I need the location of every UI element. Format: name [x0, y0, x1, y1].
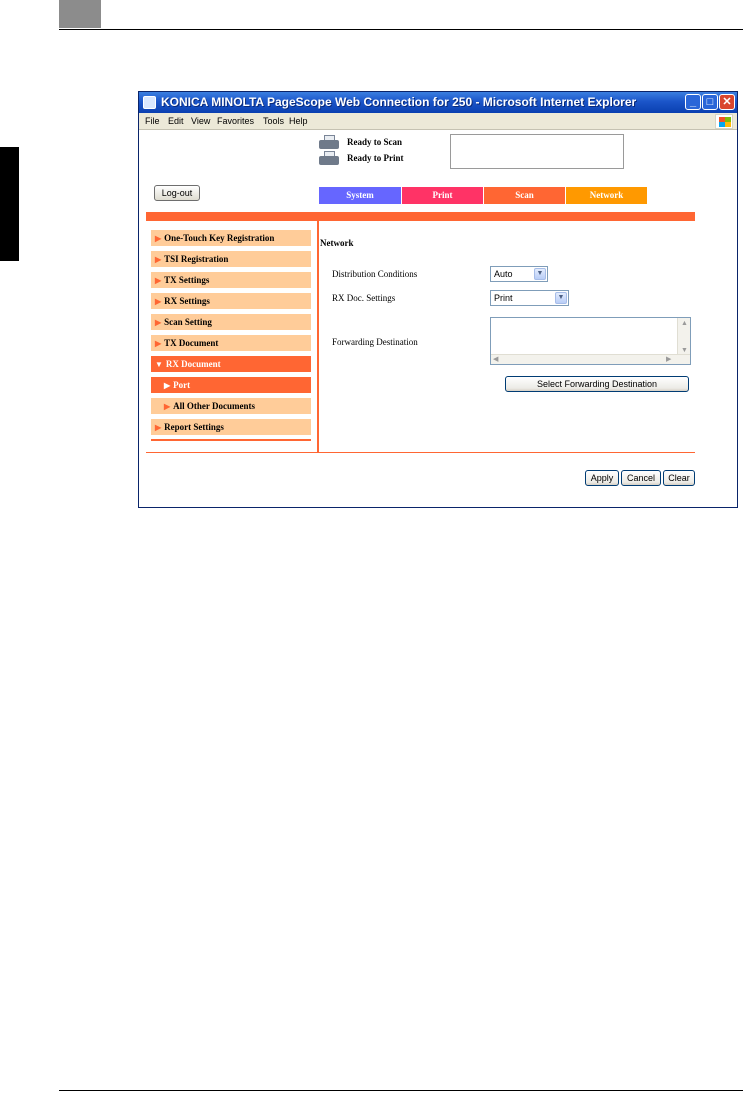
tab-network[interactable]: Network	[566, 187, 647, 204]
sidebar-subitem-all-other-documents[interactable]	[151, 398, 311, 414]
close-button[interactable]: ✕	[719, 94, 735, 110]
scanner-status-icon	[319, 135, 341, 150]
page-number-tab	[59, 0, 101, 28]
sidebar-bottom-rule	[151, 439, 311, 441]
footer-divider	[146, 452, 695, 453]
window-title: KONICA MINOLTA PageScope Web Connection for 250 - Microsoft Internet Explorer	[161, 95, 637, 109]
header-divider-bar	[146, 212, 695, 221]
distribution-conditions-value: Auto	[494, 269, 513, 279]
sidebar-item-rx-document[interactable]	[151, 356, 311, 372]
tab-scan[interactable]: Scan	[484, 187, 565, 204]
ie-icon	[143, 96, 156, 109]
nav-arrow-down-icon: ▼	[155, 360, 163, 369]
chapter-side-tab	[0, 147, 19, 261]
scroll-down-icon[interactable]: ▼	[681, 346, 688, 354]
clear-button[interactable]: Clear	[663, 470, 695, 486]
menu-help[interactable]: Help	[289, 116, 308, 126]
nav-arrow-icon: ▶	[155, 339, 162, 348]
sidebar-item-tsi-registration[interactable]	[151, 251, 311, 267]
message-display-box	[450, 134, 624, 169]
sidebar-item-label: Report Settings	[164, 422, 224, 432]
sidebar-item-tx-document[interactable]	[151, 335, 311, 351]
distribution-conditions-select[interactable]	[490, 266, 548, 282]
nav-arrow-icon: ▶	[155, 255, 162, 264]
scroll-up-icon[interactable]: ▲	[681, 319, 688, 327]
nav-arrow-icon: ▶	[155, 234, 162, 243]
scroll-left-icon[interactable]: ◀	[493, 355, 499, 363]
sidebar-item-scan-setting[interactable]	[151, 314, 311, 330]
menu-bar	[139, 113, 737, 130]
scroll-right-icon[interactable]: ▶	[666, 355, 672, 363]
page-footer-rule	[59, 1090, 743, 1091]
rx-doc-settings-label: RX Doc. Settings	[332, 293, 396, 303]
nav-arrow-icon: ▶	[155, 423, 162, 432]
sidebar-item-label: TSI Registration	[164, 254, 229, 264]
sidebar-item-label: Port	[173, 380, 191, 390]
tab-print[interactable]: Print	[402, 187, 483, 204]
sidebar-item-label: RX Document	[165, 359, 221, 369]
minimize-button[interactable]: _	[685, 94, 701, 110]
sidebar-item-label: One-Touch Key Registration	[164, 233, 275, 243]
rx-doc-settings-value: Print	[494, 293, 513, 303]
forwarding-destination-textarea[interactable]	[490, 317, 691, 365]
nav-arrow-icon: ▶	[155, 318, 162, 327]
page-header-rule	[59, 29, 743, 30]
section-title: Network	[320, 238, 354, 248]
vertical-scrollbar[interactable]	[677, 318, 690, 356]
sidebar-divider	[317, 221, 319, 453]
cancel-button[interactable]: Cancel	[621, 470, 661, 486]
scan-status: Ready to Scan	[347, 137, 403, 147]
sidebar-item-one-touch-key[interactable]	[151, 230, 311, 246]
chevron-down-icon: ▼	[555, 292, 567, 304]
sidebar-item-label: TX Settings	[164, 275, 210, 285]
select-forwarding-destination-button[interactable]: Select Forwarding Destination	[505, 376, 689, 392]
logout-button[interactable]: Log-out	[154, 185, 200, 201]
menu-view[interactable]: View	[191, 116, 211, 126]
tab-system[interactable]: System	[319, 187, 401, 204]
sidebar-item-label: RX Settings	[164, 296, 210, 306]
windows-logo-icon	[715, 114, 733, 129]
browser-window	[138, 91, 738, 508]
nav-arrow-icon: ▶	[164, 381, 171, 390]
sidebar-item-label: Scan Setting	[164, 317, 212, 327]
printer-status-icon	[319, 151, 341, 166]
sidebar-subitem-port[interactable]	[151, 377, 311, 393]
horizontal-scrollbar[interactable]	[491, 354, 690, 364]
sidebar-item-label: All Other Documents	[173, 401, 255, 411]
page-content	[139, 130, 737, 508]
rx-doc-settings-select[interactable]	[490, 290, 569, 306]
chevron-down-icon: ▼	[534, 268, 546, 280]
title-bar[interactable]	[139, 92, 737, 113]
distribution-conditions-label: Distribution Conditions	[332, 269, 418, 279]
forwarding-destination-label: Forwarding Destination	[332, 337, 418, 347]
print-status: Ready to Print	[347, 153, 404, 163]
sidebar-item-rx-settings[interactable]	[151, 293, 311, 309]
menu-edit[interactable]: Edit	[168, 116, 184, 126]
nav-arrow-icon: ▶	[155, 297, 162, 306]
menu-favorites[interactable]: Favorites	[217, 116, 255, 126]
nav-arrow-icon: ▶	[164, 402, 171, 411]
sidebar-item-report-settings[interactable]	[151, 419, 311, 435]
maximize-button[interactable]: □	[702, 94, 718, 110]
nav-arrow-icon: ▶	[155, 276, 162, 285]
menu-tools[interactable]: Tools	[263, 116, 285, 126]
sidebar-item-label: TX Document	[164, 338, 219, 348]
sidebar-item-tx-settings[interactable]	[151, 272, 311, 288]
menu-file[interactable]: File	[145, 116, 160, 126]
apply-button[interactable]: Apply	[585, 470, 619, 486]
